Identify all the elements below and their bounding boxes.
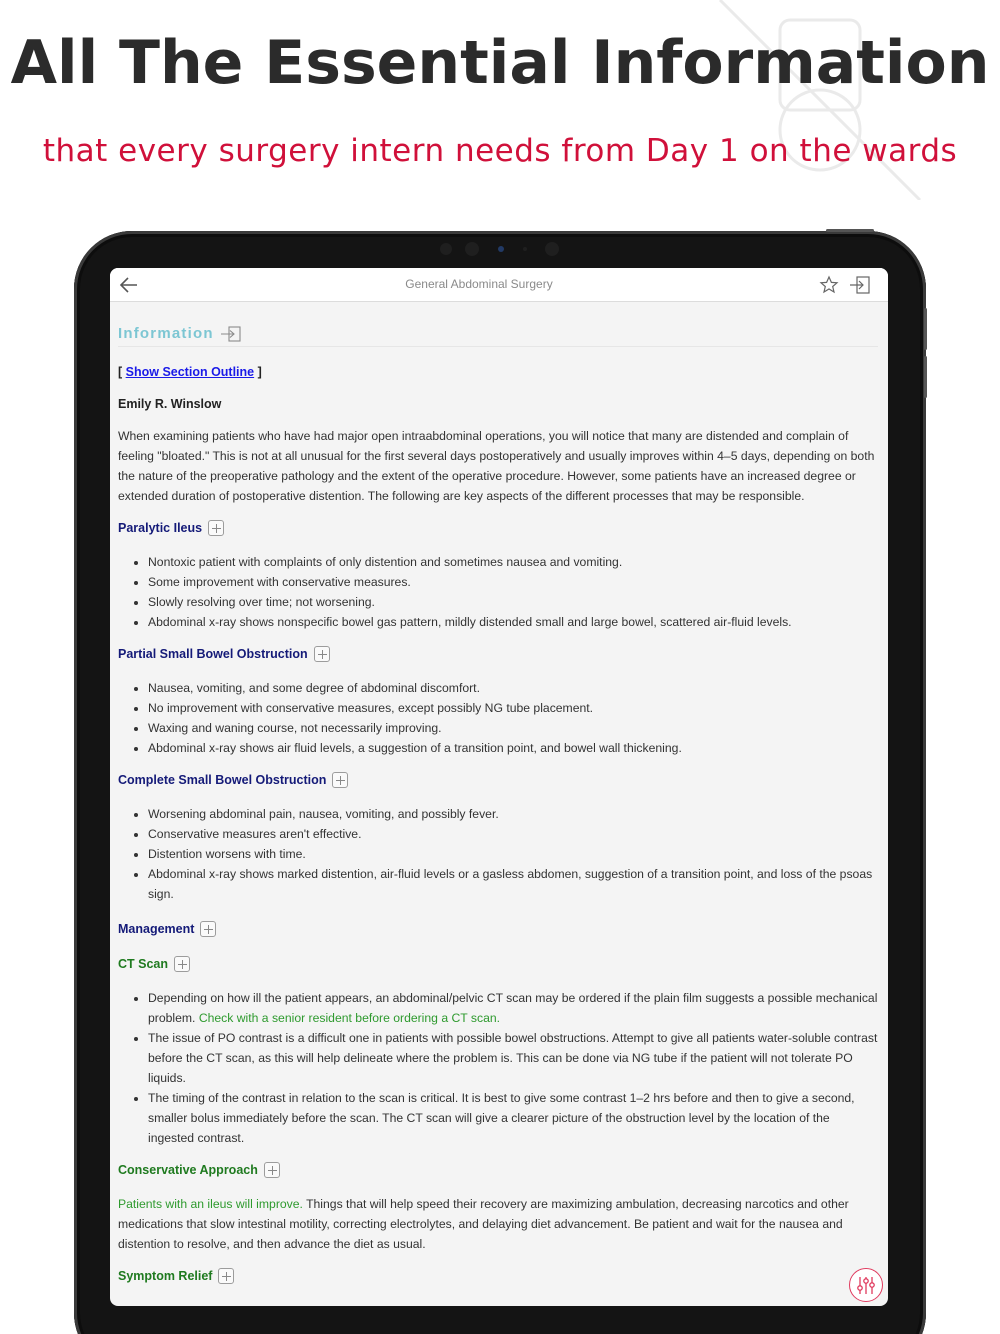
section-title: Symptom Relief	[118, 1269, 213, 1283]
navigation-bar	[110, 268, 888, 302]
list-item: • The timing of the contrast in relation to the scan is critical. It is best to give some contrast 1–2 hrs before and then to give a second, smaller bolus immediately before the scan. The CT scan will give a clearer picture of the obstruction level by the location of the ingested contrast.	[148, 1088, 878, 1148]
section-title: Conservative Approach	[118, 1163, 258, 1177]
star-outline-icon[interactable]	[819, 275, 839, 295]
list-item: • Worsening abdominal pain, nausea, vomiting, and possibly fever.	[148, 804, 878, 824]
article-content	[118, 302, 878, 1286]
section-heading-management	[118, 919, 878, 939]
add-note-icon[interactable]	[332, 772, 348, 788]
device-volume-up-button	[924, 308, 927, 350]
app-screen	[110, 268, 888, 1306]
list-item: • Nausea, vomiting, and some degree of abdominal discomfort.	[148, 678, 878, 698]
section-heading-partial-sbo	[118, 644, 878, 664]
section-title: CT Scan	[118, 957, 169, 971]
exit-icon[interactable]	[848, 275, 872, 295]
outline-bracket-close: ]	[254, 365, 262, 379]
camera-dot	[440, 243, 452, 255]
show-section-outline-link[interactable]: Show Section Outline	[125, 365, 255, 379]
section-title: Management	[118, 922, 195, 936]
section-outline-row	[118, 362, 878, 382]
add-note-icon[interactable]	[208, 520, 224, 536]
list-item: • Abdominal x-ray shows marked distention, air-fluid levels or a gasless abdomen, suggestion of a transition point, and loss of the psoas sign.	[148, 864, 878, 904]
highlight-text: Patients with an ileus will improve.	[118, 1197, 303, 1211]
ct-scan-list	[118, 988, 878, 1148]
device-top-button	[826, 229, 874, 232]
list-item: • The issue of PO contrast is a difficult one in patients with possible bowel obstructions. Attempt to give all patients water-soluble contrast before the CT scan, as this will help delineate where the problem is. This can be done via NG tube if the patient will not tolerate PO liquids.	[148, 1028, 878, 1088]
list-item: • Abdominal x-ray shows air fluid levels, a suggestion of a transition point, and bowel wall thickening.	[148, 738, 878, 758]
nav-title: General Abdominal Surgery	[405, 277, 553, 291]
section-heading-conservative-approach	[118, 1160, 878, 1180]
paralytic-ileus-list	[118, 552, 878, 632]
author-name: Emily R. Winslow	[118, 397, 222, 411]
list-item: • Nontoxic patient with complaints of only distention and sometimes nausea and vomiting.	[148, 552, 878, 572]
list-item: • Abdominal x-ray shows nonspecific bowel gas pattern, mildly distended small and large bowel, scattered air-fluid levels.	[148, 612, 878, 632]
conservative-paragraph	[118, 1194, 878, 1254]
device-volume-down-button	[924, 356, 927, 398]
list-item: • Some improvement with conservative measures.	[148, 572, 878, 592]
camera-dot	[545, 242, 559, 256]
add-note-icon[interactable]	[218, 1268, 234, 1284]
add-note-icon[interactable]	[314, 646, 330, 662]
section-heading-symptom-relief	[118, 1266, 878, 1286]
list-item	[148, 988, 878, 1028]
settings-fab-button[interactable]	[849, 1268, 883, 1302]
camera-dot	[523, 247, 527, 251]
section-title: Complete Small Bowel Obstruction	[118, 773, 327, 787]
promo-subtitle: that every surgery intern needs from Day 1 on the wards	[42, 133, 958, 169]
list-item: • Waxing and waning course, not necessarily improving.	[148, 718, 878, 738]
list-item: • Distention worsens with time.	[148, 844, 878, 864]
highlight-text: Check with a senior resident before ordering a CT scan.	[198, 1011, 501, 1025]
information-exit-icon[interactable]	[220, 326, 242, 342]
complete-sbo-list	[118, 804, 878, 904]
section-heading-ct-scan	[118, 954, 878, 974]
add-note-icon[interactable]	[200, 921, 216, 937]
outline-bracket-open: [	[118, 365, 126, 379]
camera-sensor	[498, 246, 504, 252]
list-item: • Conservative measures aren't effective.	[148, 824, 878, 844]
intro-paragraph: When examining patients who have had major open intraabdominal operations, you will notice that many are distended and complain of feeling "bloated." This is not at all unusual for the first several days postoperatively and usually improves within 4–5 days, depending on both the nature of the preoperative pathology and the extent of the operative procedure. However, some patients have an increased degree or extended duration of postoperative distention. The following are key aspects of the different processes that may be responsible.	[118, 429, 875, 503]
camera-lens	[465, 242, 479, 256]
section-title: Paralytic Ileus	[118, 521, 203, 535]
paragraph-text: Things that will help speed their recovery are maximizing ambulation, decreasing narcotics and other medications that slow intestinal motility, correcting electrolytes, and delaying diet advancement. Be patient and wait for the nausea and distention to resolve, and then advance the diet as usual.	[118, 1197, 849, 1251]
section-heading-paralytic-ileus	[118, 518, 878, 538]
list-item: • No improvement with conservative measures, except possibly NG tube placement.	[148, 698, 878, 718]
list-item-text: Depending on how ill the patient appears, an abdominal/pelvic CT scan may be ordered if the plain film suggests a possible mechanical problem.	[148, 991, 878, 1025]
information-heading-label: Information	[118, 325, 214, 342]
partial-sbo-list	[118, 678, 878, 758]
add-note-icon[interactable]	[264, 1162, 280, 1178]
promo-title: All The Essential Information	[10, 28, 990, 98]
settings-sliders-icon	[850, 1269, 882, 1301]
information-heading	[118, 324, 878, 347]
section-heading-complete-sbo	[118, 770, 878, 790]
list-item: • Slowly resolving over time; not worsening.	[148, 592, 878, 612]
add-note-icon[interactable]	[174, 956, 190, 972]
section-title: Partial Small Bowel Obstruction	[118, 647, 308, 661]
